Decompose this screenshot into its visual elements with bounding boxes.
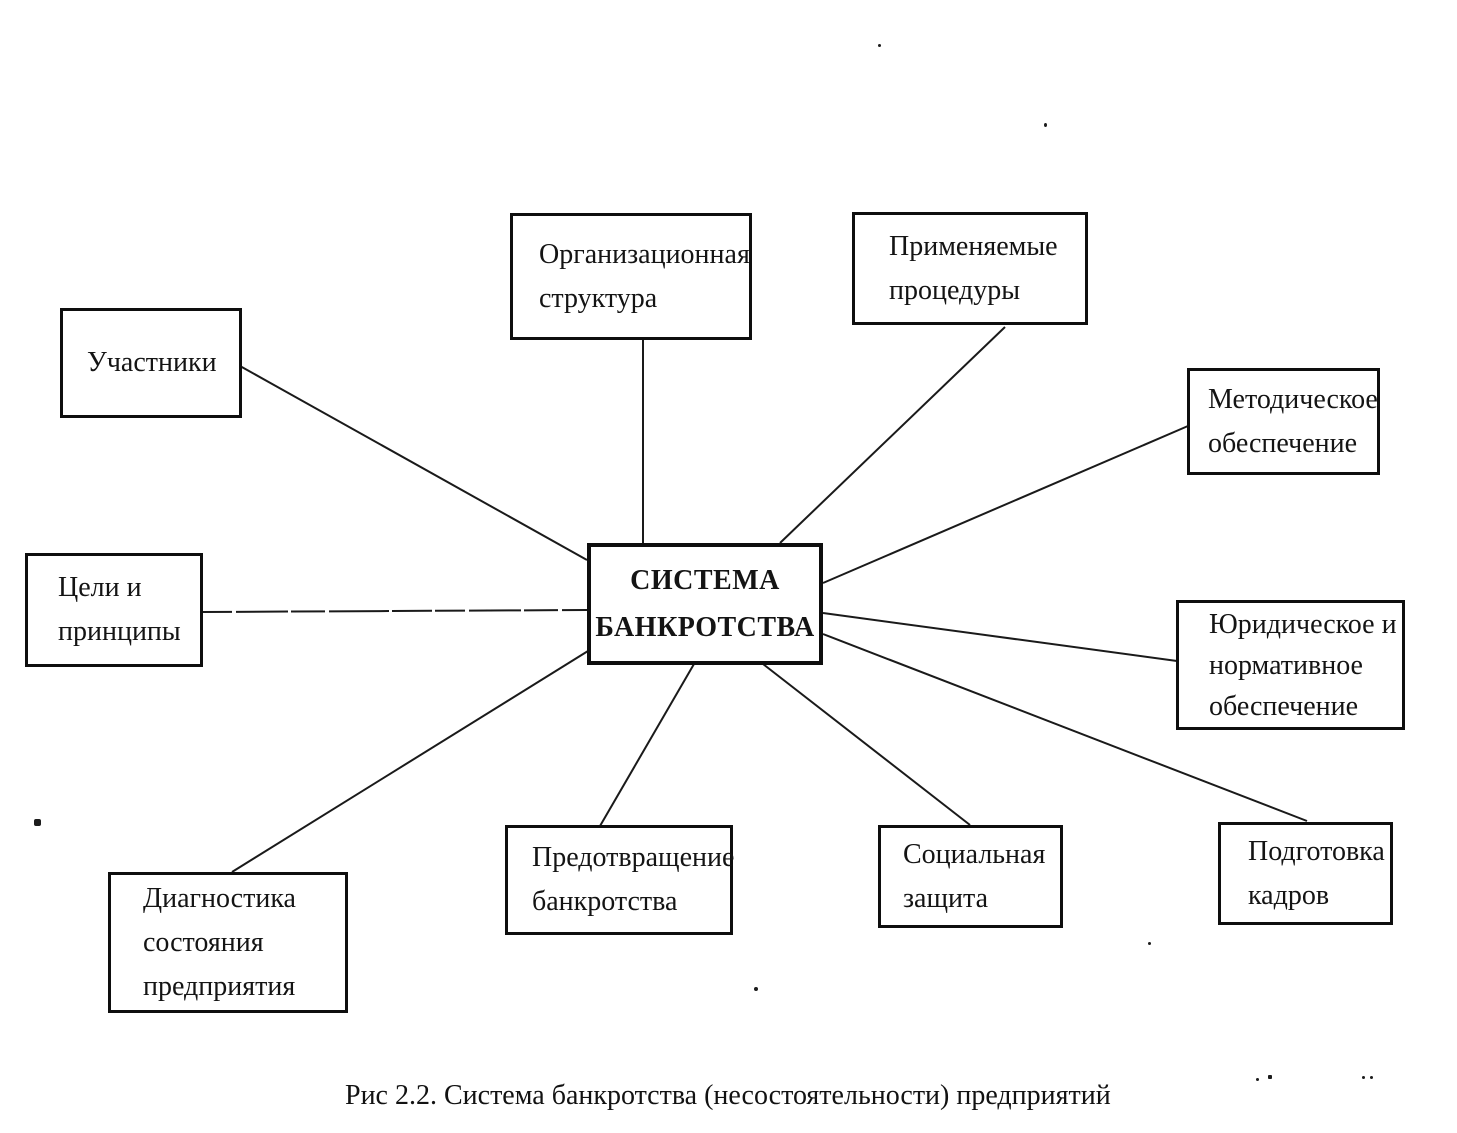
node-org-structure — [510, 213, 752, 340]
scan-speck — [1148, 942, 1151, 945]
connector-procedures — [780, 327, 1005, 543]
node-personnel-training — [1218, 822, 1393, 925]
node-label-line: Участники — [87, 347, 217, 378]
node-label-line: Цели и — [58, 572, 142, 603]
scan-speck — [1370, 1076, 1373, 1079]
node-label-line: Организационная — [539, 238, 750, 270]
scan-speck — [1044, 123, 1047, 127]
node-label-line: нормативное — [1209, 649, 1363, 681]
scan-speck — [1256, 1078, 1259, 1081]
node-label-line: Подготовка — [1248, 835, 1385, 867]
connector-participants — [240, 366, 587, 560]
node-label-line: БАНКРОТСТВА — [595, 612, 815, 643]
scan-speck — [1362, 1076, 1365, 1079]
node-label-line: обеспечение — [1209, 690, 1359, 722]
node-label-line: состояния — [143, 926, 264, 958]
node-label-line: принципы — [58, 616, 181, 647]
scan-speck — [1268, 1075, 1272, 1079]
node-procedures — [852, 212, 1088, 325]
node-label-line: кадров — [1248, 879, 1330, 911]
scan-speck — [34, 819, 41, 826]
node-label-line: Методическое — [1208, 383, 1378, 415]
node-goals-principles — [25, 553, 203, 667]
scan-speck — [754, 987, 758, 991]
node-label-line: Диагностика — [143, 882, 296, 914]
node-social-protection — [878, 825, 1063, 928]
figure-caption: Рис 2.2. Система банкротства (несостоятельности) предприятий — [345, 1080, 1111, 1111]
node-bankruptcy-system — [587, 543, 823, 665]
node-diagnostics — [108, 872, 348, 1013]
scan-speck — [878, 44, 881, 47]
node-label-line: обеспечение — [1208, 427, 1358, 459]
node-label-line: СИСТЕМА — [630, 565, 780, 596]
node-label-line: банкротства — [532, 886, 678, 917]
node-label-line: Юридическое и — [1209, 608, 1397, 640]
connector-social-protection — [763, 664, 970, 825]
node-label-line: Применяемые — [889, 230, 1058, 262]
node-methodological-support — [1187, 368, 1380, 475]
node-label-line: процедуры — [889, 274, 1021, 306]
connector-prevention — [600, 664, 694, 826]
node-label-line: структура — [539, 282, 658, 314]
node-label-line: Предотвращение — [532, 842, 735, 873]
node-label-line: защита — [903, 882, 989, 914]
node-legal-support — [1176, 600, 1405, 730]
connector-goals-principles — [202, 610, 587, 612]
node-prevention — [505, 825, 733, 935]
node-label-line: Социальная — [903, 838, 1046, 870]
node-participants — [60, 308, 242, 418]
node-label-line: предприятия — [143, 970, 296, 1002]
